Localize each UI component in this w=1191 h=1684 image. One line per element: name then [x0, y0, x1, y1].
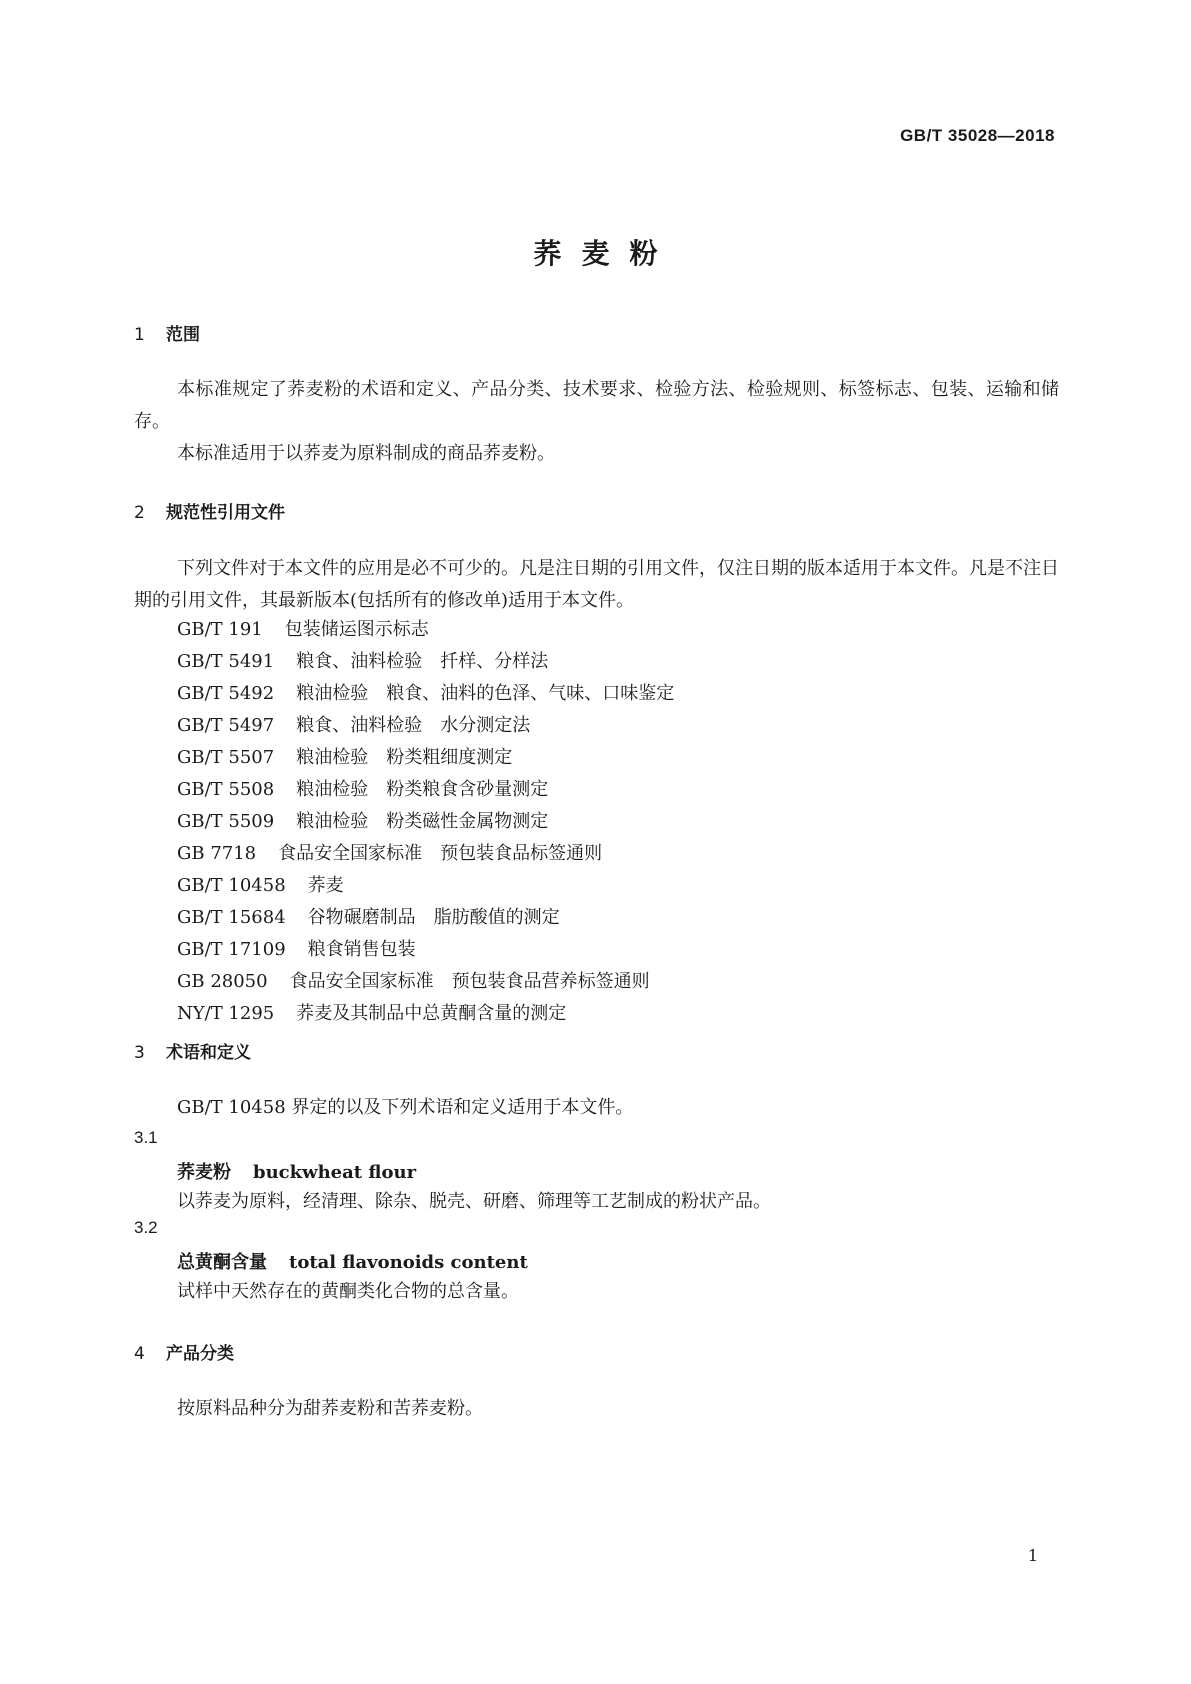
term-definition: 以荞麦为原料，经清理、除杂、脱壳、研磨、筛理等工艺制成的粉状产品。 [177, 1191, 771, 1212]
term-name-en: buckwheat flour [253, 1162, 417, 1183]
section-1-title: 范围 [166, 325, 200, 345]
reference-code: GB/T 5492 [177, 683, 275, 704]
section-4-number: 4 [134, 1344, 145, 1364]
section-1-number: 1 [134, 325, 145, 345]
section-3-heading [134, 1038, 251, 1063]
page-number: 1 [1027, 1546, 1038, 1565]
reference-code: GB/T 10458 [177, 875, 286, 896]
section-3-intro [134, 1092, 1059, 1124]
reference-title: 粮食销售包装 [307, 939, 416, 960]
reference-item [177, 966, 674, 998]
reference-item [177, 998, 674, 1030]
section-1-heading [134, 320, 200, 345]
standard-code: GB/T 35028—2018 [900, 126, 1055, 145]
reference-title: 粮油检验 粉类粮食含砂量测定 [296, 779, 549, 800]
term-number: 3.1 [134, 1128, 158, 1147]
reference-code: GB/T 5509 [177, 811, 275, 832]
reference-title: 荞麦 [307, 875, 344, 896]
term-name [177, 1248, 528, 1274]
document-title: 荞麦粉 [533, 237, 678, 270]
reference-title: 荞麦及其制品中总黄酮含量的测定 [296, 1003, 567, 1024]
reference-code: GB/T 5491 [177, 651, 275, 672]
section-4-title: 产品分类 [166, 1344, 234, 1364]
reference-title: 粮油检验 粉类粗细度测定 [296, 747, 513, 768]
section-4-para: 按原料品种分为甜荞麦粉和苦荞麦粉。 [177, 1398, 483, 1419]
reference-item [177, 774, 674, 806]
reference-item [177, 742, 674, 774]
section-1-para-1: 本标准规定了荞麦粉的术语和定义、产品分类、技术要求、检验方法、检验规则、标签标志、包装、运输和储存。 [134, 379, 1059, 432]
reference-item [177, 614, 674, 646]
section-4-body [134, 1393, 1059, 1425]
reference-item [177, 710, 674, 742]
term-name [177, 1158, 416, 1184]
term-name-zh: 总黄酮含量 [177, 1252, 267, 1273]
reference-code: GB/T 191 [177, 619, 263, 640]
section-2-number: 2 [134, 503, 145, 523]
reference-item [177, 646, 674, 678]
term-name-en: total flavonoids content [289, 1252, 528, 1273]
reference-item [177, 934, 674, 966]
section-1-para-2: 本标准适用于以荞麦为原料制成的商品荞麦粉。 [177, 443, 555, 464]
reference-item [177, 902, 674, 934]
reference-item [177, 678, 674, 710]
section-2-heading [134, 498, 285, 523]
reference-item [177, 870, 674, 902]
section-2-intro-para: 下列文件对于本文件的应用是必不可少的。凡是注日期的引用文件，仅注日期的版本适用于本文件。凡是不注日期的引用文件，其最新版本(包括所有的修改单)适用于本文件。 [134, 558, 1059, 611]
section-3-intro-para: GB/T 10458 界定的以及下列术语和定义适用于本文件。 [177, 1097, 634, 1118]
reference-code: GB 28050 [177, 971, 268, 992]
reference-item [177, 838, 674, 870]
reference-title: 食品安全国家标准 预包装食品营养标签通则 [289, 971, 650, 992]
section-3-number: 3 [134, 1043, 145, 1063]
reference-code: GB/T 17109 [177, 939, 286, 960]
reference-title: 粮油检验 粮食、油料的色泽、气味、口味鉴定 [296, 683, 675, 704]
term-definition: 试样中天然存在的黄酮类化合物的总含量。 [177, 1281, 519, 1302]
section-3-title: 术语和定义 [166, 1043, 251, 1063]
reference-code: GB/T 5507 [177, 747, 275, 768]
reference-title: 粮油检验 粉类磁性金属物测定 [296, 811, 549, 832]
section-2-title: 规范性引用文件 [166, 503, 285, 523]
reference-item [177, 806, 674, 838]
reference-title: 包装储运图示标志 [284, 619, 429, 640]
reference-list [177, 614, 674, 1030]
section-4-heading [134, 1339, 234, 1364]
reference-title: 谷物碾磨制品 脂肪酸值的测定 [307, 907, 560, 928]
reference-title: 粮食、油料检验 扦样、分样法 [296, 651, 549, 672]
reference-code: NY/T 1295 [177, 1003, 275, 1024]
reference-code: GB 7718 [177, 843, 257, 864]
section-2-intro [134, 553, 1059, 617]
reference-title: 食品安全国家标准 预包装食品标签通则 [278, 843, 603, 864]
section-1-body [134, 374, 1059, 470]
term-name-zh: 荞麦粉 [177, 1162, 231, 1183]
reference-code: GB/T 15684 [177, 907, 286, 928]
reference-code: GB/T 5497 [177, 715, 275, 736]
term-number: 3.2 [134, 1218, 158, 1237]
reference-code: GB/T 5508 [177, 779, 275, 800]
reference-title: 粮食、油料检验 水分测定法 [296, 715, 531, 736]
